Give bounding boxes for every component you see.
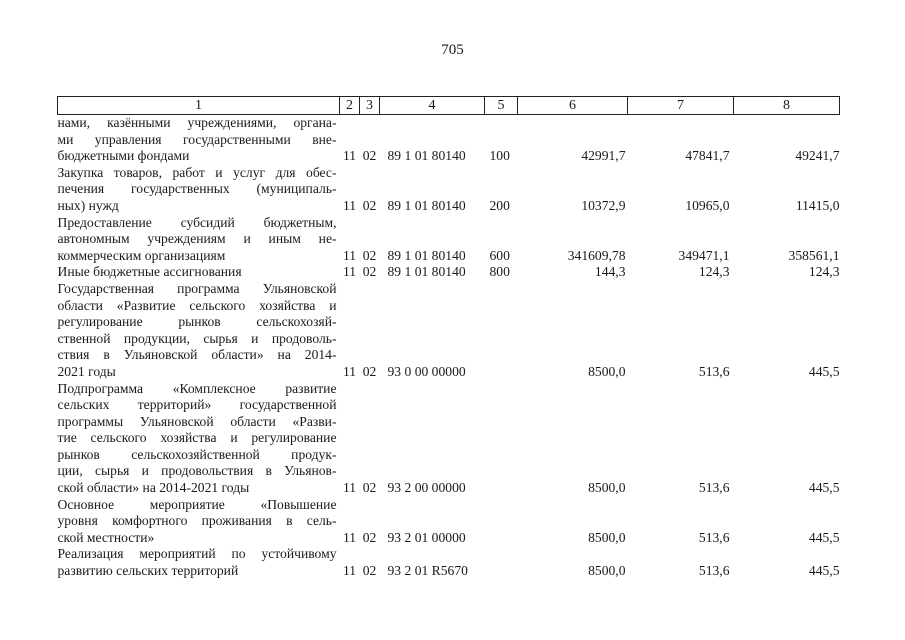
target-article-code: 89 1 01 80140 xyxy=(387,148,466,164)
header-row xyxy=(58,97,840,115)
description-line: Государственная программа Ульяновской xyxy=(57,280,337,296)
row-description xyxy=(58,281,340,381)
target-article-code: 93 2 01 R5670 xyxy=(387,563,468,579)
section-code: 11 xyxy=(342,480,357,496)
expense-type-code xyxy=(485,546,518,579)
header-col-6: 6 xyxy=(518,97,628,115)
amount-col-8: 11415,0 xyxy=(795,197,840,213)
expense-type-code: 100 xyxy=(489,148,510,164)
description-line: ции, сырья и продовольствия в Ульянов- xyxy=(57,463,337,479)
expense-type-code: 200 xyxy=(489,197,510,213)
subsection-code: 02 xyxy=(362,197,377,213)
table-row xyxy=(58,381,840,497)
description-line: Иные бюджетные ассигнования xyxy=(57,264,242,280)
description-line: области «Развитие сельского хозяйства и xyxy=(57,297,337,313)
amount-col-8: 358561,1 xyxy=(788,247,840,263)
description-line: нами, казёнными учреждениями, органа- xyxy=(57,115,337,130)
header-col-7: 7 xyxy=(628,97,734,115)
amount-col-6: 8500,0 xyxy=(588,480,626,496)
amount-col-8: 445,5 xyxy=(808,563,840,579)
description-line: ных) нужд xyxy=(57,197,119,213)
amount-col-6: 341609,78 xyxy=(567,247,626,263)
amount-col-8: 445,5 xyxy=(808,363,840,379)
budget-table xyxy=(57,96,840,580)
table-row xyxy=(58,281,840,381)
description-line: бюджетными фондами xyxy=(57,148,190,164)
row-description xyxy=(58,165,340,215)
amount-col-7: 513,6 xyxy=(698,563,730,579)
row-description xyxy=(58,381,340,497)
target-article-code: 93 2 01 00000 xyxy=(387,529,466,545)
target-article-code: 93 0 00 00000 xyxy=(387,363,466,379)
table-row xyxy=(58,264,840,281)
description-line: Подпрограмма «Комплексное развитие xyxy=(57,380,337,396)
expense-type-code: 600 xyxy=(489,247,510,263)
header-col-3: 3 xyxy=(360,97,380,115)
expense-type-code: 800 xyxy=(489,264,510,280)
description-line: сельских территорий» государственной xyxy=(57,397,337,413)
table-row xyxy=(58,497,840,547)
description-line: уровня комфортного проживания в сель- xyxy=(57,513,337,529)
subsection-code: 02 xyxy=(362,563,377,579)
description-line: регулирование рынков сельскохозяй- xyxy=(57,314,337,330)
amount-col-7: 10965,0 xyxy=(685,197,730,213)
expense-type-code xyxy=(485,281,518,381)
amount-col-7: 349471,1 xyxy=(678,247,730,263)
description-line: ми управления государственными вне- xyxy=(57,131,337,147)
section-code: 11 xyxy=(342,264,357,280)
table-header xyxy=(58,97,840,115)
amount-col-8: 49241,7 xyxy=(795,148,840,164)
target-article-code: 93 2 00 00000 xyxy=(387,480,466,496)
table-body xyxy=(58,115,840,580)
amount-col-6: 42991,7 xyxy=(581,148,626,164)
row-description xyxy=(58,264,340,281)
target-article-code: 89 1 01 80140 xyxy=(387,264,466,280)
description-line: ской местности» xyxy=(57,529,155,545)
amount-col-6: 144,3 xyxy=(594,264,626,280)
expense-type-code xyxy=(485,381,518,497)
subsection-code: 02 xyxy=(362,480,377,496)
section-code: 11 xyxy=(342,247,357,263)
table-row xyxy=(58,546,840,579)
target-article-code: 89 1 01 80140 xyxy=(387,197,466,213)
section-code: 11 xyxy=(342,148,357,164)
description-line: ствия в Ульяновской области» на 2014- xyxy=(57,347,337,363)
description-line: Закупка товаров, работ и услуг для обес- xyxy=(57,164,337,180)
description-line: печения государственных (муниципаль- xyxy=(57,181,337,197)
section-code: 11 xyxy=(342,529,357,545)
section-code: 11 xyxy=(342,197,357,213)
amount-col-8: 445,5 xyxy=(808,480,840,496)
amount-col-6: 8500,0 xyxy=(588,363,626,379)
row-description xyxy=(58,115,340,165)
description-line: Реализация мероприятий по устойчивому xyxy=(57,546,337,562)
row-description xyxy=(58,546,340,579)
description-line: Предоставление субсидий бюджетным, xyxy=(57,214,337,230)
header-col-4: 4 xyxy=(380,97,485,115)
amount-col-7: 47841,7 xyxy=(685,148,730,164)
header-col-8: 8 xyxy=(734,97,840,115)
expense-type-code xyxy=(485,497,518,547)
section-code: 11 xyxy=(342,563,357,579)
header-col-1: 1 xyxy=(58,97,340,115)
header-col-5: 5 xyxy=(485,97,518,115)
subsection-code: 02 xyxy=(362,247,377,263)
amount-col-6: 8500,0 xyxy=(588,529,626,545)
description-line: автономным учреждениям и иным не- xyxy=(57,231,337,247)
description-line: 2021 годы xyxy=(57,363,116,379)
description-line: развитию сельских территорий xyxy=(57,563,239,579)
amount-col-7: 513,6 xyxy=(698,529,730,545)
description-line: программы Ульяновской области «Разви- xyxy=(57,413,337,429)
row-description xyxy=(58,215,340,265)
target-article-code: 89 1 01 80140 xyxy=(387,247,466,263)
row-description xyxy=(58,497,340,547)
table-row xyxy=(58,165,840,215)
subsection-code: 02 xyxy=(362,529,377,545)
page-number: 705 xyxy=(441,42,464,58)
description-line: рынков сельскохозяйственной продук- xyxy=(57,446,337,462)
description-line: тие сельского хозяйства и регулирование xyxy=(57,430,337,446)
subsection-code: 02 xyxy=(362,148,377,164)
amount-col-7: 513,6 xyxy=(698,363,730,379)
header-col-2: 2 xyxy=(340,97,360,115)
amount-col-8: 124,3 xyxy=(808,264,840,280)
table-row xyxy=(58,115,840,165)
amount-col-7: 124,3 xyxy=(698,264,730,280)
description-line: ственной продукции, сырья и продоволь- xyxy=(57,330,337,346)
section-code: 11 xyxy=(342,363,357,379)
amount-col-6: 10372,9 xyxy=(581,197,626,213)
amount-col-6: 8500,0 xyxy=(588,563,626,579)
description-line: коммерческим организациям xyxy=(57,247,226,263)
amount-col-8: 445,5 xyxy=(808,529,840,545)
subsection-code: 02 xyxy=(362,264,377,280)
amount-col-7: 513,6 xyxy=(698,480,730,496)
description-line: ской области» на 2014-2021 годы xyxy=(57,480,250,496)
subsection-code: 02 xyxy=(362,363,377,379)
description-line: Основное мероприятие «Повышение xyxy=(57,496,337,512)
table-row xyxy=(58,215,840,265)
